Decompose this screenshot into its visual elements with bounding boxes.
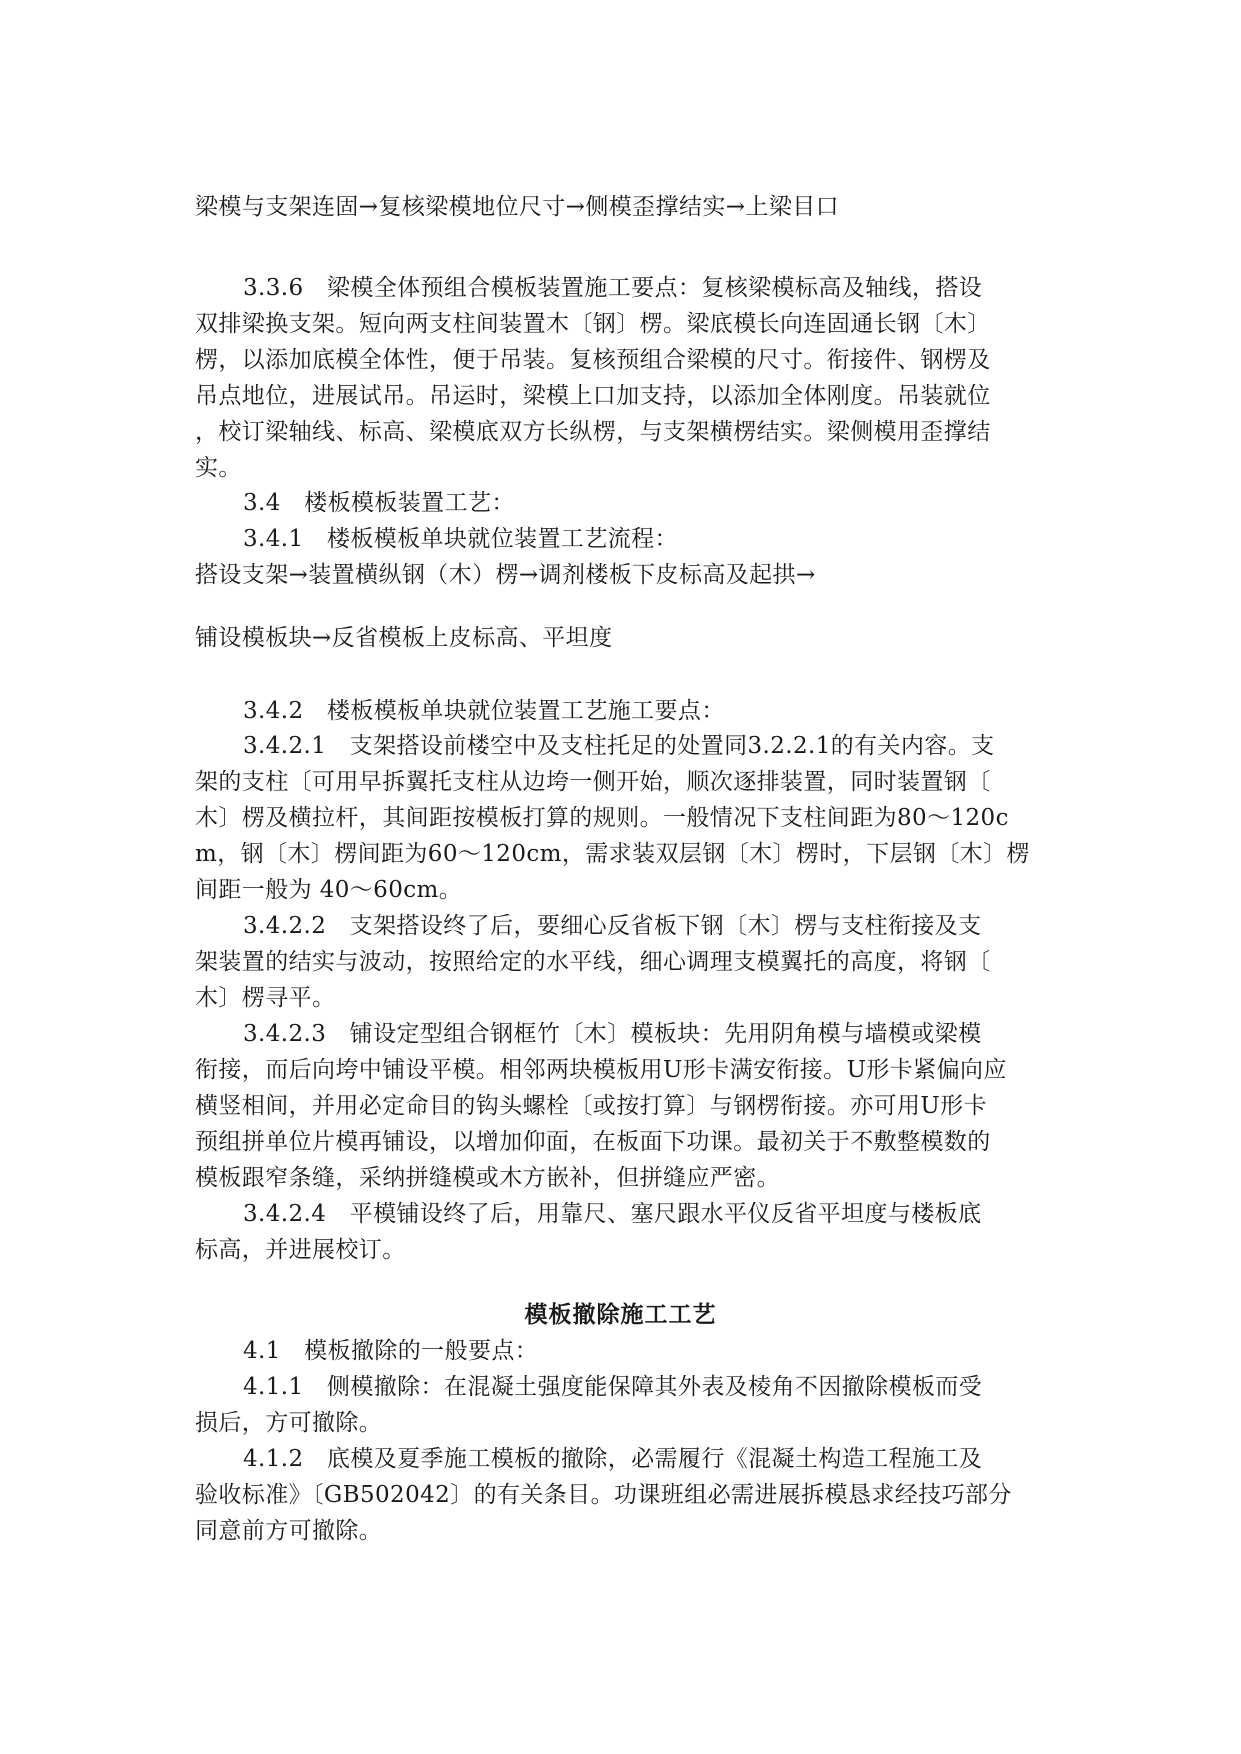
paragraph-3-4-2-4-line: 标高，并进展校订。 [195, 1237, 406, 1263]
paragraph-4-1-2-line: 同意前方可撤除。 [195, 1518, 383, 1544]
paragraph-3-4-2-3-line: 模板跟窄条缝，采纳拼缝模或木方嵌补，但拼缝应严密。 [195, 1165, 780, 1191]
paragraph-3-4-2-3-line: 衔接，而后向垮中铺设平模。相邻两块模板用U形卡满安衔接。U形卡紧偏向应 [195, 1057, 1007, 1083]
flow-line-slab-1: 搭设支架→装置横纵钢（木）楞→调剂楼板下皮标高及起拱→ [195, 562, 816, 588]
paragraph-3-4-2-1-line: 间距一般为 40～60cm。 [195, 877, 463, 903]
paragraph-3-4-2-2-line: 3.4.2.2 支架搭设终了后，要细心反省板下钢〔木〕楞与支柱衔接及支 [243, 913, 982, 939]
paragraph-3-4-2-2-line: 架装置的结实与波动，按照给定的水平线，细心调理支模翼托的高度，将钢〔 [195, 949, 991, 975]
paragraph-3-4-2-3-line: 3.4.2.3 铺设定型组合钢框竹〔木〕模板块：先用阴角模与墙模或梁模 [243, 1021, 982, 1047]
paragraph-3-3-6-line: 实。 [195, 455, 242, 481]
paragraph-4-1-1-line: 损后，方可撤除。 [195, 1410, 383, 1436]
paragraph-4-1-2-line: 4.1.2 底模及夏季施工模板的撤除，必需履行《混凝土构造工程施工及 [243, 1446, 983, 1472]
paragraph-3-4-2-1-line: 3.4.2.1 支架搭设前楼空中及支柱托足的处置同3.2.2.1的有关内容。支 [243, 733, 995, 759]
flow-line-beam-installation: 梁模与支架连固→复核梁模地位尺寸→侧模歪撑结实→上梁目口 [195, 194, 840, 220]
flow-line-slab-2: 铺设模板块→反省模板上皮标高、平坦度 [195, 625, 613, 651]
section-heading-formwork-removal: 模板撤除施工工艺 [524, 1301, 717, 1328]
paragraph-3-3-6-line: 楞，以添加底模全体性，便于吊装。复核预组合梁模的尺寸。衔接件、钢楞及 [195, 347, 991, 373]
paragraph-3-4-2-3-line: 预组拼单位片模再铺设，以增加仰面，在板面下功课。最初关于不敷整模数的 [195, 1129, 991, 1155]
paragraph-3-4-2-1-line: m，钢〔木〕楞间距为60～120cm，需求装双层钢〔木〕楞时，下层钢〔木〕楞 [195, 841, 1030, 867]
paragraph-4-1-2-line: 验收标准》〔GB502042〕的有关条目。功课班组必需进展拆模恳求经技巧部分 [195, 1482, 1012, 1508]
paragraph-3-3-6-line: ，校订梁轴线、标高、梁模底双方长纵楞，与支架横楞结实。梁侧模用歪撑结 [195, 419, 991, 445]
paragraph-3-3-6-line: 双排梁换支架。短向两支柱间装置木〔钢〕楞。梁底模长向连固通长钢〔木〕 [195, 311, 991, 337]
paragraph-3-4-2-4-line: 3.4.2.4 平模铺设终了后，用靠尺、塞尺跟水平仪反省平坦度与楼板底 [243, 1201, 982, 1227]
paragraph-3-3-6-line: 吊点地位，进展试吊。吊运时，梁模上口加支持，以添加全体刚度。吊装就位 [195, 383, 991, 409]
section-3-4-title: 3.4 楼板模板装置工艺： [243, 490, 515, 516]
paragraph-3-4-2-3-line: 横竖相间，并用必定命目的钩头螺栓〔或按打算〕与钢楞衔接。亦可用U形卡 [195, 1093, 987, 1119]
paragraph-3-4-2-1-line: 木〕楞及横拉杆，其间距按模板打算的规则。一般情况下支柱间距为80～120c [195, 805, 1009, 831]
paragraph-4-1-1-line: 4.1.1 侧模撤除：在混凝土强度能保障其外表及棱角不因撤除模板而受 [243, 1374, 983, 1400]
section-3-4-1-title: 3.4.1 楼板模板单块就位装置工艺流程： [243, 526, 678, 552]
section-3-4-2-title: 3.4.2 楼板模板单块就位装置工艺施工要点： [243, 698, 725, 724]
paragraph-3-4-2-1-line: 架的支柱〔可用早拆翼托支柱从边垮一侧开始，顺次逐排装置，同时装置钢〔 [195, 769, 991, 795]
section-4-1-title: 4.1 模板撤除的一般要点： [243, 1338, 539, 1364]
paragraph-3-4-2-2-line: 木〕楞寻平。 [195, 985, 336, 1011]
paragraph-3-3-6-line: 3.3.6 梁模全体预组合模板装置施工要点：复核梁模标高及轴线，搭设 [243, 275, 983, 301]
